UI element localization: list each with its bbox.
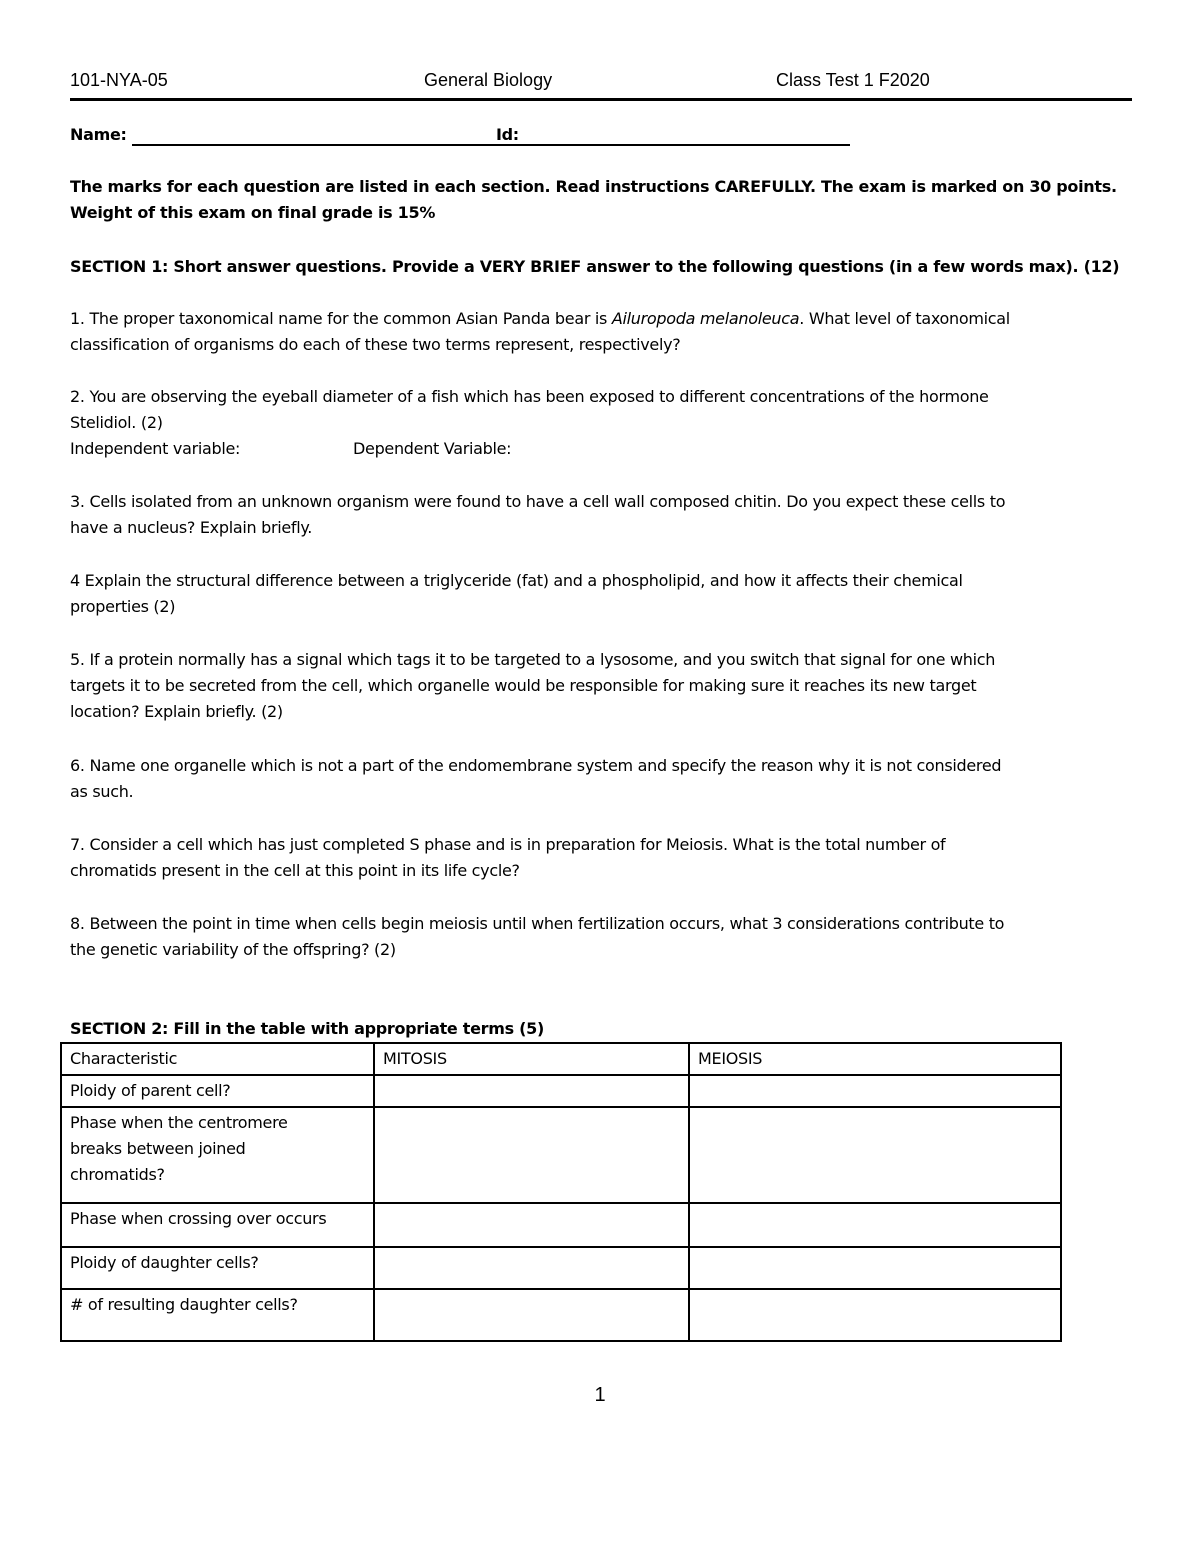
header-characteristic: Characteristic [61, 1043, 374, 1075]
answer-cell-mitosis-daughter-count[interactable] [374, 1289, 689, 1341]
section-2-heading [70, 1016, 1130, 1042]
q7-line-1: 7. Consider a cell which has just completed S phase and is in preparation for Meiosis. What is the total number of [70, 835, 946, 854]
question-6 [70, 753, 1130, 805]
dependent-variable-label: Dependent Variable: [353, 439, 512, 458]
answer-cell-mitosis-crossing-over[interactable] [374, 1203, 689, 1247]
q2-line-1: 2. You are observing the eyeball diameter of a fish which has been exposed to different concentrations of the hormone [70, 387, 989, 406]
row-label-ploidy-daughter: Ploidy of daughter cells? [61, 1247, 374, 1289]
question-4 [70, 568, 1130, 620]
question-5 [70, 647, 1130, 725]
q3-line-2: have a nucleus? Explain briefly. [70, 518, 313, 537]
page-header [70, 68, 1132, 101]
table-row [61, 1075, 1061, 1107]
answer-cell-meiosis-crossing-over[interactable] [689, 1203, 1061, 1247]
instructions-line-1: The marks for each question are listed in each section. Read instructions CAREFULLY. The exam is marked on 30 points. [70, 177, 1117, 196]
table-row [61, 1289, 1061, 1341]
q2-variables [70, 436, 1130, 462]
question-1 [70, 306, 1130, 358]
row-label-ploidy-parent: Ploidy of parent cell? [61, 1075, 374, 1107]
header-mitosis: MITOSIS [374, 1043, 689, 1075]
q1-line-2: classification of organisms do each of these two terms represent, respectively? [70, 335, 681, 354]
q5-line-3: location? Explain briefly. (2) [70, 702, 283, 721]
q2-line-2: Stelidiol. (2) [70, 413, 163, 432]
q7-line-2: chromatids present in the cell at this point in its life cycle? [70, 861, 520, 880]
instructions-line-2: Weight of this exam on final grade is 15% [70, 203, 436, 222]
section-1-heading [70, 254, 1130, 280]
q8-line-1: 8. Between the point in time when cells begin meiosis until when fertilization occurs, what 3 considerations contribute to [70, 914, 1005, 933]
q1-species: Ailuropoda melanoleuca [611, 309, 800, 328]
question-8 [70, 911, 1130, 963]
q5-line-2: targets it to be secreted from the cell, which organelle would be responsible for making sure it reaches its new target [70, 676, 977, 695]
independent-variable-label: Independent variable: [70, 439, 241, 458]
q3-line-1: 3. Cells isolated from an unknown organism were found to have a cell wall composed chitin. Do you expect these cells to [70, 492, 1006, 511]
answer-cell-meiosis-ploidy-daughter[interactable] [689, 1247, 1061, 1289]
q6-line-1: 6. Name one organelle which is not a part of the endomembrane system and specify the reason why it is not considered [70, 756, 1002, 775]
test-name: Class Test 1 F2020 [776, 70, 930, 90]
row-label-crossing-over: Phase when crossing over occurs [61, 1203, 374, 1247]
q1-line-1 [70, 306, 1130, 332]
identity-line [70, 122, 870, 148]
table-header-row [61, 1043, 1061, 1075]
answer-cell-meiosis-ploidy-parent[interactable] [689, 1075, 1061, 1107]
answer-cell-mitosis-centromere[interactable] [374, 1107, 689, 1203]
q5-line-1: 5. If a protein normally has a signal which tags it to be targeted to a lysosome, and you switch that signal for one which [70, 650, 996, 669]
course-title: General Biology [424, 70, 553, 90]
instructions [70, 174, 1130, 226]
question-3 [70, 489, 1130, 541]
q1-text-b: . What level of taxonomical [799, 309, 1010, 328]
answer-cell-mitosis-ploidy-daughter[interactable] [374, 1247, 689, 1289]
question-2 [70, 384, 1130, 462]
q8-line-2: the genetic variability of the offspring? (2) [70, 940, 396, 959]
answer-cell-meiosis-daughter-count[interactable] [689, 1289, 1061, 1341]
fill-in-table-wrapper [60, 1042, 1062, 1342]
course-code: 101-NYA-05 [70, 70, 168, 90]
q6-line-2: as such. [70, 782, 134, 801]
section-2-heading-text: SECTION 2: Fill in the table with appropriate terms (5) [70, 1019, 544, 1038]
table-row [61, 1247, 1061, 1289]
q4-line-1: 4 Explain the structural difference between a triglyceride (fat) and a phospholipid, and how it affects their chemical [70, 571, 963, 590]
row-label-daughter-count: # of resulting daughter cells? [61, 1289, 374, 1341]
id-field[interactable] [524, 144, 850, 146]
answer-cell-meiosis-centromere[interactable] [689, 1107, 1061, 1203]
row-label-centromere-phase [61, 1107, 374, 1203]
q1-text-a: 1. The proper taxonomical name for the common Asian Panda bear is [70, 309, 612, 328]
fill-in-table [60, 1042, 1062, 1342]
section-1-heading-text: SECTION 1: Short answer questions. Provide a VERY BRIEF answer to the following questions (in a few words max). (12) [70, 257, 1120, 276]
id-label: Id: [496, 125, 519, 144]
question-7 [70, 832, 1130, 884]
table-row [61, 1107, 1061, 1203]
table-row [61, 1203, 1061, 1247]
row-label-centromere-phase-text: Phase when the centromere breaks between joined chromatids? [70, 1113, 288, 1184]
page-number: 1 [594, 1384, 606, 1406]
answer-cell-mitosis-ploidy-parent[interactable] [374, 1075, 689, 1107]
q4-line-2: properties (2) [70, 597, 176, 616]
header-meiosis: MEIOSIS [689, 1043, 1061, 1075]
name-label: Name: [70, 125, 127, 144]
